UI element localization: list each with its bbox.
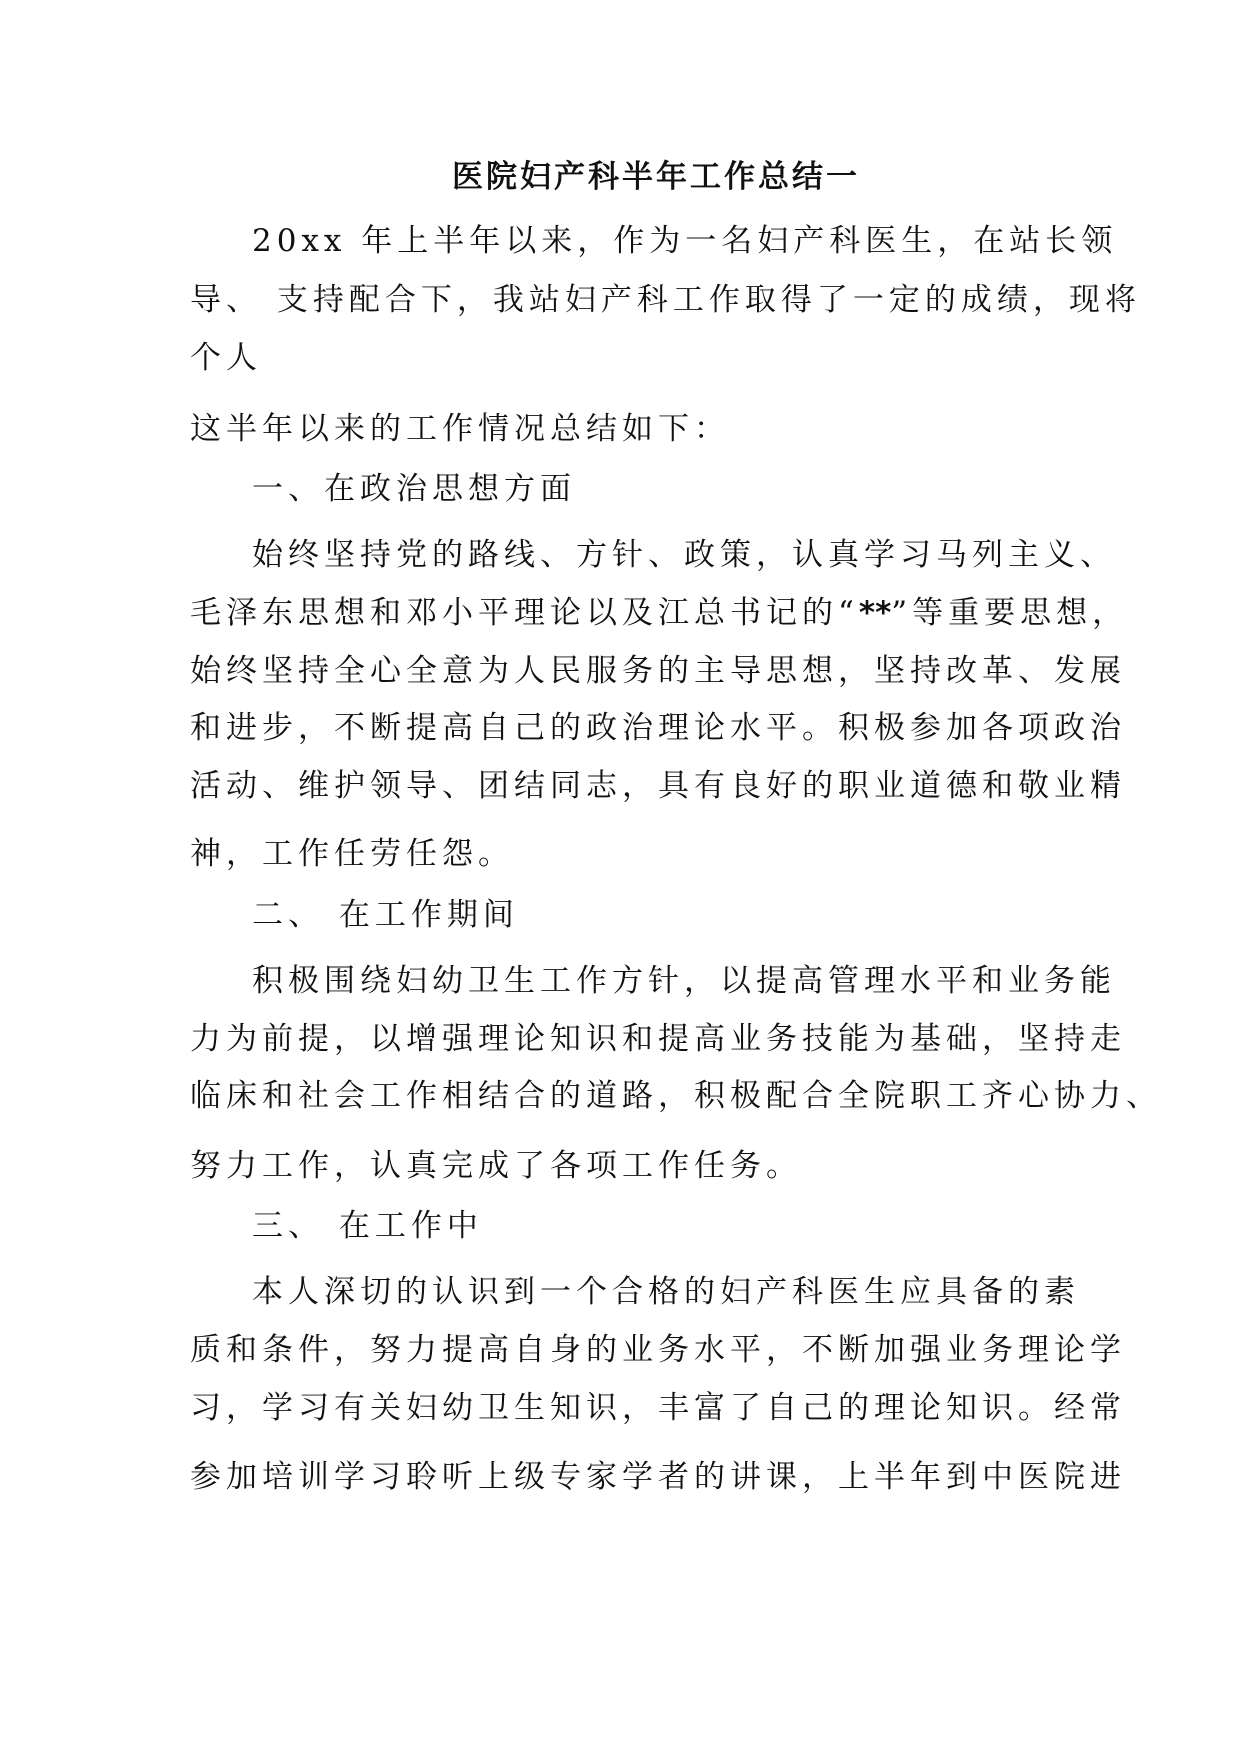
- intro-line-1: 20xx 年上半年以来，作为一名妇产科医生，在站长领: [252, 223, 1118, 259]
- section-3-line-2: 质和条件，努力提高自身的业务水平，不断加强业务理论学: [190, 1332, 1126, 1368]
- section-2-heading: 二、 在工作期间: [252, 897, 519, 933]
- section-1-line-2: [190, 595, 1129, 631]
- section-2-line-1: 积极围绕妇幼卫生工作方针，以提高管理水平和业务能: [252, 963, 1116, 999]
- section-1-line-4: 和进步，不断提高自己的政治理论水平。积极参加各项政治: [190, 710, 1126, 746]
- section-1-heading: 一、在政治思想方面: [252, 471, 576, 507]
- section-2-line-4: 努力工作，认真完成了各项工作任务。: [190, 1148, 802, 1184]
- section-1-line-5: 活动、维护领导、团结同志，具有良好的职业道德和敬业精: [190, 768, 1126, 804]
- section-2-line-2: 力为前提，以增强理论知识和提高业务技能为基础，坚持走: [190, 1021, 1126, 1057]
- intro-line-3: 个人: [190, 340, 262, 376]
- intro-line-2: 导、 支持配合下，我站妇产科工作取得了一定的成绩，现将: [190, 282, 1141, 318]
- section-1-line-2-before: 毛泽东思想和邓小平理论以及江总书记的“: [190, 595, 859, 631]
- section-1-line-6: 神，工作任劳任怨。: [190, 836, 514, 872]
- section-2-line-3: 临床和社会工作相结合的道路，积极配合全院职工齐心协力、: [190, 1078, 1162, 1114]
- intro-line-4: 这半年以来的工作情况总结如下：: [190, 411, 730, 447]
- section-1-line-1: 始终坚持党的路线、方针、政策，认真学习马列主义、: [252, 537, 1116, 573]
- page-title: 医院妇产科半年工作总结一: [452, 159, 860, 195]
- section-3-line-4: 参加培训学习聆听上级专家学者的讲课，上半年到中医院进: [190, 1459, 1126, 1495]
- section-3-line-1: 本人深切的认识到一个合格的妇产科医生应具备的素: [252, 1274, 1080, 1310]
- section-1-line-2-after: ”等重要思想，: [891, 595, 1129, 631]
- emphasis-stars: **: [858, 595, 892, 631]
- section-3-line-3: 习，学习有关妇幼卫生知识，丰富了自己的理论知识。经常: [190, 1390, 1126, 1426]
- section-1-line-3: 始终坚持全心全意为人民服务的主导思想，坚持改革、发展: [190, 653, 1126, 689]
- section-3-heading: 三、 在工作中: [252, 1208, 483, 1244]
